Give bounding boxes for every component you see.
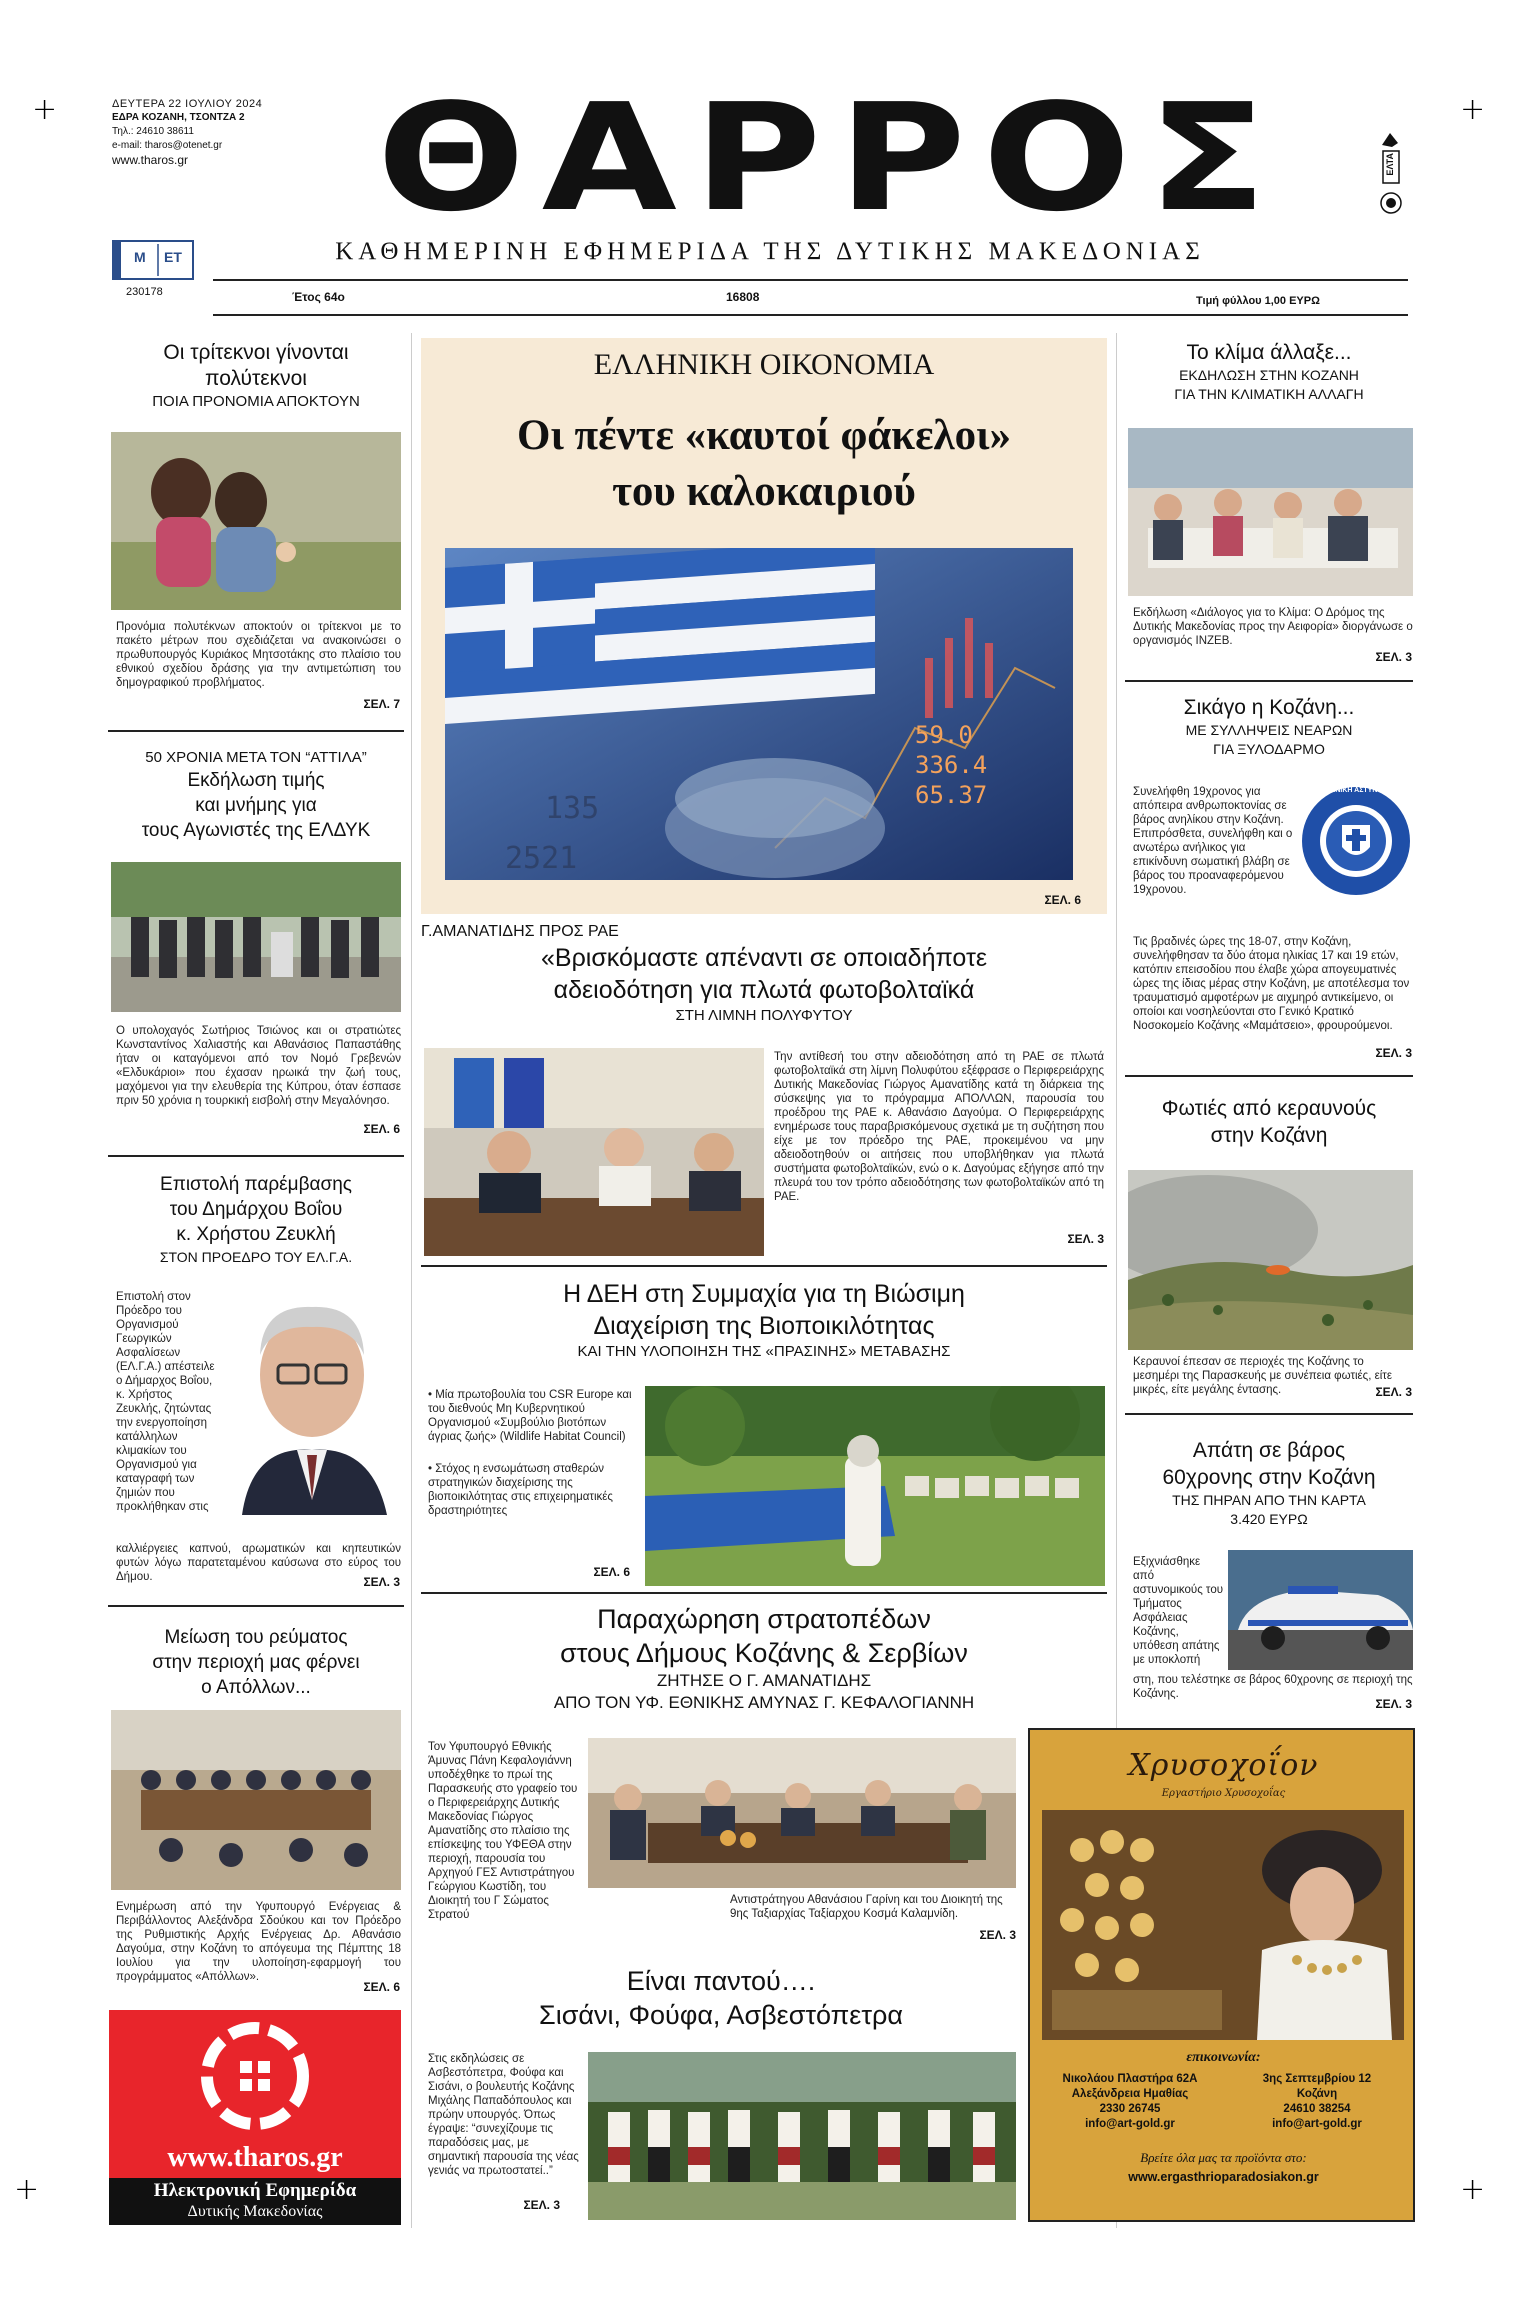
ad-tharos-online[interactable] (109, 2010, 401, 2225)
crop-mark: + (32, 92, 58, 127)
headline: 60χρονης στην Κοζάνη (1162, 1466, 1376, 1489)
section-rule (108, 1155, 404, 1157)
headline: κ. Χρήστου Ζευκλή (176, 1224, 336, 1245)
headline: στους Δήμους Κοζάνης & Σερβίων (560, 1638, 968, 1668)
subheadline: ΠΟΙΑ ΠΡΟΝΟΜΙΑ ΑΠΟΚΤΟΥΝ (152, 393, 360, 410)
article-large-families[interactable] (108, 340, 404, 412)
section-rule (1125, 680, 1413, 682)
kicker: Γ.ΑΜΑΝΑΤΙΔΗΣ ΠΡΟΣ ΡΑΕ (421, 923, 619, 940)
article-body: Προνόμια πολυτέκνων αποκτούν οι τρίτεκνοι με το πακέτο μέτρων που σχεδιάζεται να ανακοινώσει ο πρωθυπουργός Κυριάκος Μητσοτάκης στο πλαίσιο του εθνικού σχεδίου δράσης για την αντιμετώπιση του δημογραφικού προβλήματος. (116, 621, 401, 689)
address: ΕΔΡΑ ΚΟΖΑΝΗ, ΤΣΟΝΤΖΑ 2 (112, 112, 245, 123)
article-body: Τις βραδινές ώρες της 18-07, στην Κοζάνη, συνελήφθησαν τα δύο άτομα ηλικίας 17 και 19 ετών, κατόπιν επεισοδίου που έλαβε χώρα απογευματινές ώρες της ίδιας μέρας στην Κοζάνη, με αποτέλεσμα τον τραυματισμό αμφοτέρων με αιχμηρό αντικείμενο, οι οποίοι και νοσηλεύονται στο Γενικό Κρατικό Νοσοκομείο Κοζάνης «Μαμάτσειο», φρουρούμενοι. (1133, 936, 1410, 1032)
photo-beekeeper (645, 1386, 1105, 1586)
section-rule (421, 1592, 1107, 1594)
feature-headline: του καλοκαιριού (612, 468, 916, 515)
store-email[interactable]: info@art-gold.gr (1085, 2118, 1175, 2130)
photo-ceremony (111, 862, 401, 1012)
article-eldyk[interactable] (108, 748, 404, 843)
subheadline: ΖΗΤΗΣΕ Ο Γ. ΑΜΑΝΑΤΙΔΗΣ (656, 1671, 872, 1690)
store-city: Κοζάνη (1296, 2088, 1338, 2100)
page-ref: ΣΕΛ. 6 (363, 1980, 400, 1994)
headline: πολύτεκνοι (205, 367, 307, 390)
article-body: στη, που τελέστηκε σε βάρος 60χρονης σε περιοχή της Κοζάνης. (1133, 1674, 1413, 1700)
headline: στην περιοχή μας φέρνει (152, 1652, 360, 1673)
ad-store-2 (1227, 2072, 1407, 2132)
page-ref: ΣΕΛ. 3 (1375, 1385, 1412, 1399)
crop-mark: + (1460, 2172, 1486, 2207)
email: e-mail: tharos@otenet.gr (112, 140, 223, 151)
article-body: Επιστολή στον Πρόεδρο του Οργανισμού Γεωργικών Ασφαλίσεων (ΕΛ.Γ.Α.) απέστειλε ο Δήμαρχος Βοΐου, κ. Χρήστος Ζευκλής, ζητώντας την ενεργοποίηση κατάλληλων κλιμακίων του Οργανισμού για καταγραφή των ζημιών που προκλήθηκαν στις (116, 1291, 215, 1513)
page-ref: ΣΕΛ. 6 (363, 1122, 400, 1136)
feature-box[interactable] (421, 338, 1107, 914)
ticker-text: 135 (545, 791, 600, 826)
article-rae[interactable] (421, 922, 1107, 1026)
section-rule (1125, 1075, 1413, 1077)
ad-website[interactable]: www.ergasthrioparadosiakon.gr (1128, 2170, 1319, 2184)
headline: Σισάνι, Φούφα, Ασβεστόπετρα (539, 2000, 903, 2030)
headline: Φωτιές από κεραυνούς (1161, 1097, 1377, 1120)
issue-date: ΔΕΥΤΕΡΑ 22 ΙΟΥΛΙΟΥ 2024 (112, 98, 263, 110)
photo-folk-dancers (588, 2052, 1016, 2220)
bullet-text: • Μία πρωτοβουλία του CSR Europe και του διεθνούς Μη Κυβερνητικού Οργανισμού «Συμβούλιο βιοτόπων άγριας ζωής» (Wildlife Habitat Council) (428, 1389, 632, 1443)
subheadline: ΤΗΣ ΠΗΡΑΝ ΑΠΟ ΤΗΝ ΚΑΡΤΑ (1172, 1492, 1366, 1508)
headline: Το κλίμα άλλαξε... (1186, 341, 1352, 364)
page-ref: ΣΕΛ. 3 (979, 1928, 1016, 1942)
article-body: Τον Υφυπουργό Εθνικής Άμυνας Πάνη Κεφαλογιάννη υποδέχθηκε το πρωί της Παρασκευής στο γραφείο του ο Περιφερειάρχης Δυτικής Μακεδονίας Γιώργος Αμανατίδης στο πλαίσιο της επίσκεψης του ΥΦΕΘΑ στην περιοχή, παρουσία του Αρχηγού ΓΕΣ Αντιστράτηγου Γεώργιου Κωστίδη, του Διοικητή του Γ Σώματος Στρατού (428, 1741, 578, 1921)
year: Έτος 64ο (292, 290, 345, 304)
store-email[interactable]: info@art-gold.gr (1272, 2118, 1362, 2130)
subheadline: ΣΤΟΝ ΠΡΟΕΔΡΟ ΤΟΥ ΕΛ.Γ.Α. (159, 1249, 353, 1265)
elta-label: ΕΛΤΑ (1385, 153, 1395, 176)
headline: Απάτη σε βάρος (1192, 1439, 1346, 1462)
masthead-info (112, 97, 262, 167)
article-mayor-letter[interactable] (108, 1172, 404, 1267)
photo-mayor (222, 1285, 402, 1515)
newspaper-subtitle: ΚΑΘΗΜΕΡΙΝΗ ΕΦΗΜΕΡΙΔΑ ΤΗΣ ΔΥΤΙΚΗΣ ΜΑΚΕΔΟΝΙΑΣ (335, 238, 1205, 265)
page-ref: ΣΕΛ. 3 (1375, 1046, 1412, 1060)
article-body: Ενημέρωση από την Υφυπουργό Ενέργειας & Περιβάλλοντος Αλεξάνδρα Σδούκου και τον Πρόεδρο της Ρυθμιστικής Αρχής Ενέργειας Δρ. Αθανάσιο Δαγούμα, στην Κοζάνη το απόγευμα της Πέμπτης 18 Ιουλίου για την υλοποίηση-εφαρμογή του προγράμματος «Απόλλων». (116, 1901, 401, 1983)
section-rule (108, 730, 404, 732)
photo-climate-event (1128, 428, 1413, 596)
photo-minister-meeting (588, 1738, 1016, 1888)
feature-kicker: ΕΛΛΗΝΙΚΗ ΟΙΚΟΝΟΜΙΑ (593, 348, 935, 381)
page-ref: ΣΕΛ. 3 (1375, 650, 1412, 664)
ad-photo-jewelry (1042, 1810, 1404, 2040)
article-body: καλλιέργειες καπνού, αρωματικών και κηπευτικών φυτών λόγω παρατεταμένου καύσωνα στο εύρος του Δήμου. (116, 1543, 401, 1583)
ticker-text: 59.0 (915, 721, 973, 749)
masthead-rule (213, 279, 1408, 281)
ticker-text: 2521 (505, 841, 578, 876)
headline: και μνήμης για (195, 795, 317, 816)
store-city: Αλεξάνδρεια Ημαθίας (1071, 2088, 1189, 2100)
ad-store-1 (1040, 2072, 1220, 2132)
photo-greek-flag-finance (445, 548, 1073, 880)
headline: Είναι παντού…. (626, 1966, 816, 1996)
article-dei-biodiversity[interactable] (421, 1278, 1107, 1362)
subheadline: ΓΙΑ ΞΥΛΟΔΑΡΜΟ (1213, 741, 1325, 757)
page-ref: ΣΕΛ. 7 (363, 697, 400, 711)
subheadline: ΜΕ ΣΥΛΛΗΨΕΙΣ ΝΕΑΡΩΝ (1185, 722, 1353, 738)
met-code: 230178 (126, 286, 163, 298)
article-apollon[interactable] (108, 1625, 404, 1700)
headline: Διαχείριση της Βιοποικιλότητας (593, 1312, 935, 1340)
elta-logo (1376, 125, 1406, 215)
photo-caption: Αντιστράτηγου Αθανάσιου Γαρίνη και του Διοικητή της 9ης Ταξιαρχίας Ταξίαρχου Κοσμά Καλαμνίδη. (730, 1894, 1003, 1920)
ad-tagline: Εργαστήριο Χρυσοχοΐας (1161, 1788, 1286, 1799)
ad-chrysochoion[interactable] (1028, 1728, 1415, 2222)
article-body: Συνελήφθη 19χρονος για απόπειρα ανθρωποκτονίας σε βάρος ανηλίκου στην Κοζάνη. Επιπρόσθετα, συνελήφθη και ο ανωτέρω ανήλικος για επικίνδυνη σωματική βλάβη σε βάρος του προαναφερόμενου 19χρονου. (1133, 786, 1293, 896)
headline: Οι τρίτεκνοι γίνονται (163, 341, 349, 364)
met-left: Μ (134, 249, 146, 265)
column-divider (411, 333, 412, 2228)
photo-police-car (1228, 1550, 1413, 1670)
feature-headline: Οι πέντε «καυτοί φάκελοι» (517, 412, 1011, 459)
subheadline: ΑΠΟ ΤΟΝ ΥΦ. ΕΘΝΙΚΗΣ ΑΜΥΝΑΣ Γ. ΚΕΦΑΛΟΓΙΑΝΝΗ (553, 1693, 975, 1712)
article-body: Εκδήλωση «Διάλογος για το Κλίμα: Ο Δρόμος της Δυτικής Μακεδονίας προς την Αειφορία» διοργάνωσε ο οργανισμός ΙΝΖΕΒ. (1133, 607, 1413, 647)
headline: Η ΔΕΗ στη Συμμαχία για τη Βιώσιμη (563, 1280, 965, 1308)
ad-url: www.tharos.gr (167, 2142, 343, 2173)
article-body: Ο υπολοχαγός Σωτήριος Τσιώνος και οι στρατιώτες Κωνσταντίνος Χαλιαστής και Αθανάσιος Παπαστάθης ήταν οι καταγόμενοι από τον Νομό Γρεβενών «Ελδυκάριοι» που έχασαν ηρωικά την ζωή τους, μαχόμενοι για την ελευθερία της Κύπρου, όταν έσπασε πριν 50 χρόνια η τουρκική εισβολή στην Μεγαλόνησο. (116, 1025, 401, 1107)
phone: Τηλ.: 24610 38611 (112, 126, 194, 137)
badge-label: ΕΛΛΗΝΙΚΗ ΑΣΤΥΝΟΜΙΑ (1316, 787, 1396, 794)
article-body: Στις εκδηλώσεις σε Ασβεστόπετρα, Φούφα και Σισάνι, ο βουλευτής Κοζάνης Μιχάλης Παπαδόπουλος και πρώην υπουργός. Όπως έγραψε: “συνεχίζουμε τις παραδόσεις μας, με σημαντική παρουσία της νέας γενιάς να πρωτοστατεί..” (428, 2053, 579, 2177)
article-army-camps[interactable] (421, 1602, 1107, 1714)
store-phone: 2330 26745 (1099, 2103, 1161, 2115)
photo-children (111, 432, 401, 610)
police-badge-icon (1300, 785, 1412, 897)
subheadline: ΣΤΗ ΛΙΜΝΗ ΠΟΛΥΦΥΤΟΥ (675, 1007, 853, 1024)
qr-logo-icon (185, 2018, 325, 2138)
page-ref: ΣΕΛ. 3 (363, 1575, 400, 1589)
ad-line: Ηλεκτρονική Εφημερίδα (153, 2180, 357, 2201)
price: Τιμή φύλλου 1,00 ΕΥΡΩ (1196, 295, 1320, 307)
headline: αδειοδότηση για πλωτά φωτοβολταϊκά (553, 976, 975, 1004)
article-body: Εξιχνιάσθηκε από αστυνομικούς του Τμήματος Ασφάλειας Κοζάνης, υπόθεση απάτης με υποκλοπή (1133, 1556, 1224, 1666)
page-ref: ΣΕΛ. 3 (1375, 1697, 1412, 1711)
masthead-rule (213, 314, 1408, 316)
article-youth-arrests[interactable] (1125, 695, 1413, 759)
crop-mark: + (14, 2172, 40, 2207)
headline: Μείωση του ρεύματος (164, 1627, 348, 1648)
section-rule (1125, 1413, 1413, 1415)
headline: τους Αγωνιστές της ΕΛΔΥΚ (141, 820, 371, 841)
ad-find-us: Βρείτε όλα μας τα προϊόντα στο: (1140, 2150, 1307, 2165)
headline: του Δημάρχου Βοΐου (169, 1199, 343, 1220)
issue-number: 16808 (726, 290, 760, 304)
store-address: Νικολάου Πλαστήρα 62Α (1062, 2073, 1198, 2085)
article-festivals[interactable] (421, 1964, 1021, 2032)
met-badge (112, 240, 194, 280)
subheadline: ΕΚΔΗΛΩΣΗ ΣΤΗΝ ΚΟΖΑΝΗ (1179, 367, 1359, 383)
headline: Σικάγο η Κοζάνη... (1183, 696, 1355, 719)
newspaper-title: ΘΑΡΡΟΣ (376, 72, 1284, 244)
page-ref: ΣΕΛ. 3 (523, 2198, 560, 2212)
headline: «Βρισκόμαστε απέναντι σε οποιαδήποτε (541, 944, 987, 972)
headline: Εκδήλωση τιμής (187, 770, 325, 791)
page-ref: ΣΕΛ. 6 (1044, 893, 1081, 907)
headline: Παραχώρηση στρατοπέδων (597, 1604, 931, 1634)
photo-wildfire (1128, 1170, 1413, 1350)
article-body: Κεραυνοί έπεσαν σε περιοχές της Κοζάνης το μεσημέρι της Παρασκευής με συνέπεια φωτιές, είτε μικρές, είτε μεγάλης έντασης. (1133, 1356, 1392, 1396)
subheadline: ΚΑΙ ΤΗΝ ΥΛΟΠΟΙΗΣΗ ΤΗΣ «ΠΡΑΣΙΝΗΣ» ΜΕΤΑΒΑΣΗΣ (577, 1343, 951, 1360)
article-lightning-fires[interactable] (1125, 1095, 1413, 1149)
photo-meeting-room (111, 1710, 401, 1890)
headline: στην Κοζάνη (1210, 1124, 1328, 1147)
store-phone: 24610 38254 (1283, 2103, 1351, 2115)
headline: Επιστολή παρέμβασης (160, 1174, 352, 1195)
subheadline: ΓΙΑ ΤΗΝ ΚΛΙΜΑΤΙΚΗ ΑΛΛΑΓΗ (1174, 386, 1364, 402)
subheadline: 3.420 ΕΥΡΩ (1230, 1511, 1308, 1527)
page-ref: ΣΕΛ. 3 (1067, 1232, 1104, 1246)
article-fraud[interactable] (1125, 1437, 1413, 1529)
kicker: 50 ΧΡΟΝΙΑ ΜΕΤΑ ΤΟΝ “ΑΤΤΙΛΑ” (145, 749, 367, 766)
store-address: 3ης Σεπτεμβρίου 12 (1262, 2073, 1372, 2085)
crop-mark: + (1460, 92, 1486, 127)
article-climate[interactable] (1125, 340, 1413, 404)
headline: ο Απόλλων... (201, 1677, 311, 1698)
website: www.tharos.gr (112, 153, 189, 167)
met-right: ΕΤ (164, 249, 182, 265)
photo-rae-meeting (424, 1048, 764, 1256)
section-rule (421, 1265, 1107, 1267)
ad-line: Δυτικής Μακεδονίας (187, 2203, 323, 2220)
ad-contact-label: επικοινωνία: (1186, 2050, 1261, 2065)
bullet-text: • Στόχος η ενσωμάτωση σταθερών στρατηγικών διαχείρισης της βιοποικιλότητας στις επιχειρηματικές δραστηριότητες (428, 1463, 613, 1517)
ticker-text: 65.37 (915, 781, 988, 809)
ad-brand: Χρυσοχοΐον (1128, 1748, 1319, 1783)
page-ref: ΣΕΛ. 6 (593, 1565, 630, 1579)
article-body: Την αντίθεσή του στην αδειοδότηση από τη ΡΑΕ σε πλωτά φωτοβολταϊκά στη λίμνη Πολυφύτου εξέφρασε ο Περιφερειάρχης Δυτικής Μακεδονίας Γιώργος Αμανατίδης κατά τη διάρκεια της σύσκεψης για το πρόγραμμα ΑΠΟΛΛΩΝ, παρουσία του προέδρου της ΡΑΕ κ. Αθανάσιο Δαγούμα. Ο Περιφερειάρχης ενημέρωσε τους παραβρισκόμενους σχετικά με τη συζήτηση που είχε με τον πρόεδρο της ΡΑΕ, προκειμένου να μην αδειοδοτηθούν οι αιτήσεις που υποβλήθηκαν για πλωτά συστήματα φωτοβολταϊκών, ενώ ο κ. Δαγούμας εξήγησε από την πλευρά του τον τρόπο αδειοδότησης των φωτοβολταϊκών από τη ΡΑΕ. (774, 1051, 1104, 1203)
section-rule (108, 1605, 404, 1607)
ticker-text: 336.4 (915, 751, 988, 779)
